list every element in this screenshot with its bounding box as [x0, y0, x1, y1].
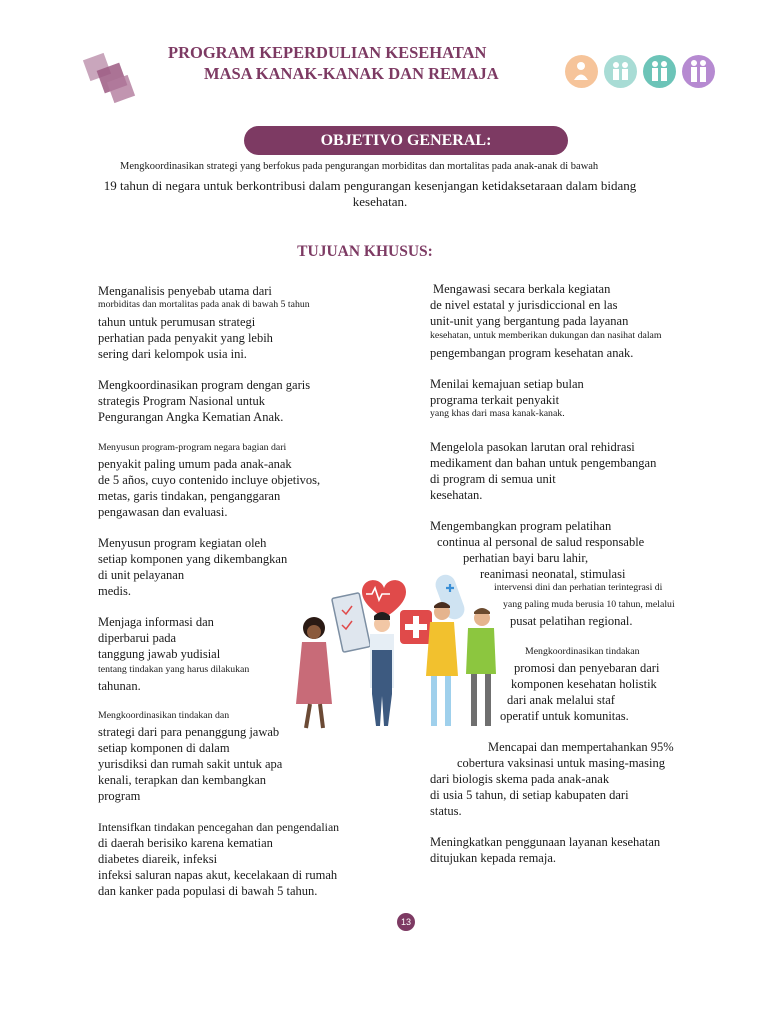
health-workers-illustration	[292, 570, 504, 732]
title-line-2: MASA KANAK-KANAK DAN REMAJA	[204, 64, 499, 83]
left-line: yurisdiksi dan rumah sakit untuk apa	[98, 757, 283, 771]
right-line: kesehatan.	[430, 488, 483, 502]
left-line: Pengurangan Angka Kematian Anak.	[98, 410, 284, 424]
right-line: di usia 5 tahun, di setiap kabupaten dari	[430, 788, 629, 802]
left-line: setiap komponen di dalam	[98, 741, 230, 755]
right-line: intervensi dini dan perhatian terintegrasi di	[494, 582, 663, 593]
left-line: Intensifkan tindakan pencegahan dan pengendalian	[98, 820, 340, 834]
right-line: Mengelola pasokan larutan oral rehidrasi	[430, 440, 635, 454]
left-line: diabetes diareik, infeksi	[98, 852, 218, 866]
title-line-1: PROGRAM KEPERDULIAN KESEHATAN	[168, 43, 487, 62]
left-line: tentang tindakan yang harus dilakukan	[98, 664, 250, 675]
right-line: Meningkatkan penggunaan layanan kesehatan	[430, 835, 661, 849]
left-line: perhatian pada penyakit yang lebih	[98, 331, 273, 345]
right-line: status.	[430, 804, 462, 818]
right-line: promosi dan penyebaran dari	[514, 661, 660, 675]
left-line: Menjaga informasi dan	[98, 615, 214, 629]
left-line: tahunan.	[98, 679, 141, 693]
left-line: tanggung jawab yudisial	[98, 647, 221, 661]
left-line: dan kanker pada populasi di bawah 5 tahun.	[98, 884, 318, 898]
teens-icon	[682, 55, 715, 88]
general-objective-line-3: kesehatan.	[352, 194, 408, 209]
right-line: Mencapai dan mempertahankan 95%	[488, 740, 674, 754]
left-line: metas, garis tindakan, penganggaran	[98, 489, 281, 503]
right-line: Menilai kemajuan setiap bulan	[430, 377, 584, 391]
right-line: medikament dan bahan untuk pengembangan	[430, 456, 657, 470]
left-line: sering dari kelompok usia ini.	[98, 347, 247, 361]
right-line: programa terkait penyakit	[430, 393, 560, 407]
right-line: kesehatan, untuk memberikan dukungan dan nasihat dalam	[430, 330, 662, 341]
infant-icon	[565, 55, 598, 88]
right-line: cobertura vaksinasi untuk masing-masing	[457, 756, 665, 770]
right-line: perhatian bayi baru lahir,	[463, 551, 589, 565]
age-group-icons	[565, 55, 715, 88]
specific-objectives-heading: TUJUAN KHUSUS:	[297, 243, 433, 260]
left-line: infeksi saluran napas akut, kecelakaan di rumah	[98, 868, 338, 882]
left-line: medis.	[98, 584, 131, 598]
left-line: morbiditas dan mortalitas pada anak di bawah 5 tahun	[98, 299, 310, 310]
left-line: Menyusun program-program negara bagian dari	[98, 442, 287, 453]
general-objective-line-1: Mengkoordinasikan strategi yang berfokus pada pengurangan morbiditas dan mortalitas pada anak-anak di bawah	[120, 161, 599, 172]
left-line: tahun untuk perumusan strategi	[98, 315, 256, 329]
right-line: yang khas dari masa kanak-kanak.	[430, 408, 565, 419]
right-line: ditujukan kepada remaja.	[430, 851, 556, 865]
left-line: strategis Program Nasional untuk	[98, 394, 265, 408]
left-line: Mengkoordinasikan program dengan garis	[98, 378, 311, 392]
left-line: Menganalisis penyebab utama dari	[98, 284, 272, 298]
right-line: komponen kesehatan holistik	[511, 677, 657, 691]
page-number: 13	[397, 913, 415, 931]
right-line: yang paling muda berusia 10 tahun, melalui	[503, 599, 675, 610]
brand-squares-logo	[80, 52, 140, 107]
left-line: de 5 años, cuyo contenido incluye objetivos,	[98, 473, 321, 487]
left-line: kenali, terapkan dan kembangkan	[98, 773, 266, 787]
right-line: de nivel estatal y jurisdiccional en las	[430, 298, 618, 312]
left-line: program	[98, 789, 141, 803]
document-title	[150, 42, 530, 84]
left-line: diperbarui pada	[98, 631, 177, 645]
right-line: continua al personal de salud responsable	[437, 535, 645, 549]
left-line: Mengkoordinasikan tindakan dan	[98, 710, 230, 721]
right-line: Mengawasi secara berkala kegiatan	[433, 282, 611, 296]
right-line: di program di semua unit	[430, 472, 556, 486]
right-line: operatif untuk komunitas.	[500, 709, 629, 723]
general-objective-heading: OBJETIVO GENERAL:	[244, 126, 568, 155]
right-line: dari biologis skema pada anak-anak	[430, 772, 610, 786]
left-line: setiap komponen yang dikembangkan	[98, 552, 288, 566]
kids-pair-icon	[643, 55, 676, 88]
left-line: Menyusun program kegiatan oleh	[98, 536, 267, 550]
left-line: di unit pelayanan	[98, 568, 185, 582]
left-line: di daerah berisiko karena kematian	[98, 836, 273, 850]
right-line: Mengkoordinasikan tindakan	[525, 646, 640, 657]
right-line: Mengembangkan program pelatihan	[430, 519, 612, 533]
right-line: pusat pelatihan regional.	[510, 614, 633, 628]
left-line: strategi dari para penanggung jawab	[98, 725, 280, 739]
left-line: pengawasan dan evaluasi.	[98, 505, 228, 519]
right-line: pengembangan program kesehatan anak.	[430, 346, 634, 360]
left-line: penyakit paling umum pada anak-anak	[98, 457, 292, 471]
right-line: unit-unit yang bergantung pada layanan	[430, 314, 629, 328]
right-line: dari anak melalui staf	[507, 693, 615, 707]
children-icon	[604, 55, 637, 88]
general-objective-line-2: 19 tahun di negara untuk berkontribusi dalam pengurangan kesenjangan ketidaksetaraan dalam bidang	[103, 178, 637, 193]
right-line: reanimasi neonatal, stimulasi	[480, 567, 626, 581]
